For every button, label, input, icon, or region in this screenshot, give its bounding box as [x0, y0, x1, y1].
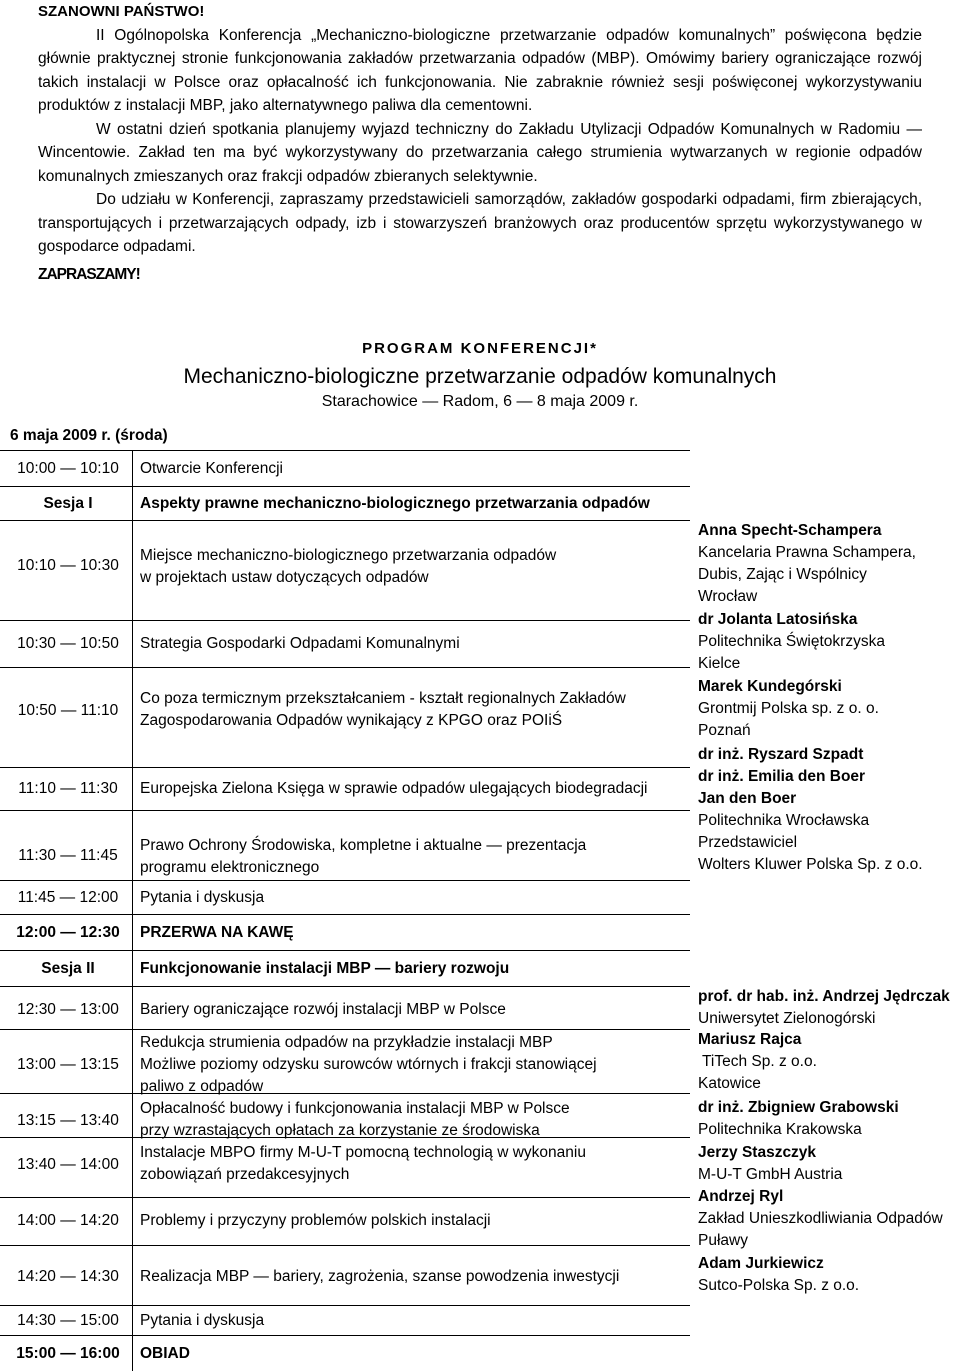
schedule-time: 13:00 — 13:15 [17, 1056, 119, 1073]
speaker-name: prof. dr hab. inż. Andrzej Jędrczak [698, 988, 950, 1005]
speaker-entry [698, 986, 960, 1030]
schedule-row [0, 767, 690, 811]
invite-text: ZAPRASZAMY! [38, 265, 140, 283]
program-label: PROGRAM KONFERENCJI* [362, 340, 598, 357]
schedule-row [0, 880, 690, 915]
schedule-topic: Aspekty prawne mechaniczno-biologicznego przetwarzania odpadów [140, 495, 650, 512]
intro-paragraph-2: W ostatni dzień spotkania planujemy wyjazd techniczny do Zakładu Utylizacji Odpadów Komunalnych w Radomiu — Wincentowie. Zakład ten ma być wykorzystywany do przetwarzania całego strumienia wytwarzanych w regionie odpadów komunalnych zmieszanych oraz frakcji odpadów zbieranych selektywnie. [38, 120, 922, 185]
schedule-row [0, 1093, 690, 1138]
schedule-topic: Co poza termicznym przekształcaniem - kształt regionalnych Zakładów Zagospodarowania Odpadów wynikający z KPGO oraz POIiŚ [140, 690, 626, 729]
speaker-affiliation: Kancelaria Prawna Schampera, Dubis, Zając i Wspólnicy Wrocław [698, 544, 916, 605]
schedule-row [0, 914, 690, 951]
schedule-row [0, 950, 690, 987]
schedule-row [0, 1197, 690, 1246]
speaker-entry [698, 676, 960, 742]
schedule-time: 13:15 — 13:40 [17, 1112, 119, 1129]
schedule-topic: Redukcja strumienia odpadów na przykładzie instalacji MBP Możliwe poziomy odzysku surowców wtórnych i frakcji stanowiącej paliwo z odpadów [140, 1034, 597, 1095]
schedule-time: 11:45 — 12:00 [17, 889, 119, 906]
schedule-topic: Pytania i dyskusja [140, 1312, 265, 1329]
day-heading: 6 maja 2009 r. (środa) [10, 427, 168, 444]
schedule-time: 14:00 — 14:20 [17, 1212, 119, 1229]
schedule-topic: Europejska Zielona Księga w sprawie odpadów ulegających biodegradacji [140, 780, 648, 797]
schedule-time: 10:30 — 10:50 [17, 635, 119, 652]
schedule-topic: Miejsce mechaniczno-biologicznego przetwarzania odpadów w projektach ustaw dotyczących odpadów [140, 547, 557, 586]
intro-section [38, 0, 922, 286]
schedule-topic: Realizacja MBP — bariery, zagrożenia, szanse powodzenia inwestycji [140, 1268, 620, 1285]
schedule-topic: Strategia Gospodarki Odpadami Komunalnymi [140, 635, 460, 652]
schedule-time: 15:00 — 16:00 [16, 1345, 120, 1362]
schedule-time: 11:30 — 11:45 [18, 847, 118, 864]
speaker-entry [698, 1029, 960, 1095]
speaker-name: Mariusz Rajca [698, 1031, 802, 1048]
schedule-time: 11:10 — 11:30 [18, 780, 118, 797]
schedule-row [0, 1245, 690, 1306]
greeting: SZANOWNI PAŃSTWO! [38, 3, 205, 20]
speaker-affiliation: Politechnika Wrocławska [698, 812, 870, 829]
schedule-topic: Opłacalność budowy i funkcjonowania instalacji MBP w Polsce przy wzrastających opłatach za korzystanie ze środowiska [140, 1100, 570, 1139]
program-subtitle: Starachowice — Radom, 6 — 8 maja 2009 r. [321, 393, 639, 410]
schedule-time: 12:00 — 12:30 [16, 924, 120, 941]
speaker-entry [698, 832, 960, 876]
schedule-time: Sesja I [43, 495, 93, 512]
schedule-topic: Prawo Ochrony Środowiska, kompletne i aktualne — prezentacja programu elektronicznego [140, 837, 587, 876]
speaker-affiliation: Zakład Unieszkodliwiania Odpadów Puławy [698, 1210, 943, 1249]
speaker-entry [698, 1142, 960, 1186]
schedule-topic: Pytania i dyskusja [140, 889, 265, 906]
speaker-name: dr inż. Zbigniew Grabowski [698, 1099, 899, 1116]
speaker-entry [698, 1097, 960, 1141]
speaker-affiliation: Grontmij Polska sp. z o. o. Poznań [698, 700, 879, 739]
speaker-affiliation: Sutco-Polska Sp. z o.o. [698, 1277, 860, 1294]
speaker-entry [698, 1253, 960, 1297]
speaker-name: dr Jolanta Latosińska [698, 611, 858, 628]
schedule-row [0, 520, 690, 621]
schedule-time: 14:20 — 14:30 [17, 1268, 119, 1285]
schedule-row [0, 450, 690, 487]
schedule-topic: Funkcjonowanie instalacji MBP — bariery rozwoju [140, 960, 510, 977]
schedule-time: 12:30 — 13:00 [17, 1001, 119, 1018]
speaker-entry [698, 609, 960, 675]
intro-paragraph-3: Do udziału w Konferencji, zapraszamy przedstawicieli samorządów, zakładów gospodarki odpadami, firm zbierających, transportujących i przetwarzających odpady, izb i stowarzyszeń branżowych oraz producentów sprzętu wykorzystywanego w gospodarce odpadami. [38, 191, 922, 255]
schedule-time: Sesja II [41, 960, 95, 977]
schedule-row [0, 486, 690, 521]
speaker-name: Andrzej Ryl [698, 1188, 784, 1205]
schedule-row [0, 1305, 690, 1336]
program-header [0, 340, 960, 411]
schedule-time: 10:00 — 10:10 [17, 460, 119, 477]
speaker-name: Marek Kundegórski [698, 678, 842, 695]
schedule-row [0, 810, 690, 881]
schedule-time: 14:30 — 15:00 [17, 1312, 119, 1329]
speaker-entry [698, 520, 960, 608]
schedule-row [0, 1335, 690, 1372]
speaker-name: Jerzy Staszczyk [698, 1144, 817, 1161]
schedule-row [0, 667, 690, 768]
schedule-topic: OBIAD [140, 1345, 190, 1362]
speaker-name: dr inż. Ryszard Szpadt dr inż. Emilia den Boer Jan den Boer [698, 746, 866, 807]
speaker-affiliation: Politechnika Świętokrzyska Kielce [698, 633, 885, 672]
speaker-affiliation: Politechnika Krakowska [698, 1121, 862, 1138]
schedule-topic: Otwarcie Konferencji [140, 460, 284, 477]
schedule-time: 10:50 — 11:10 [17, 702, 119, 719]
schedule-row [0, 620, 690, 668]
speaker-affiliation: Przedstawiciel Wolters Kluwer Polska Sp. z o.o. [698, 834, 923, 873]
column-divider [132, 450, 133, 1371]
speaker-entry [698, 1186, 960, 1252]
speaker-affiliation: M-U-T GmbH Austria [698, 1166, 843, 1183]
schedule-time: 10:10 — 10:30 [17, 557, 119, 574]
schedule-row [0, 1137, 690, 1198]
program-title: Mechaniczno-biologiczne przetwarzanie odpadów komunalnych [183, 365, 777, 388]
schedule-row [0, 1029, 690, 1094]
schedule-topic: Instalacje MBPO firmy M-U-T pomocną technologią w wykonaniu zobowiązań przedakcesyjnych [140, 1144, 586, 1183]
schedule-row [0, 986, 690, 1030]
speaker-affiliation: Uniwersytet Zielonogórski [698, 1010, 876, 1027]
speaker-name: Anna Specht-Schampera [698, 522, 882, 539]
intro-paragraph-1: II Ogólnopolska Konferencja „Mechaniczno-biologiczne przetwarzanie odpadów komunalnych” poświęcona będzie głównie praktycznej stronie funkcjonowania zakładów przetwarzania odpadów (MBP). Omówimy bariery ograniczające rozwój takich instalacji w Polsce oraz opłacalność ich funkcjonowania. Nie zabraknie również sesji poświęconej wykorzystywaniu produktów z instalacji MBP, jako alternatywnego paliwa dla cementowni. [38, 26, 922, 114]
speaker-name: Adam Jurkiewicz [698, 1255, 824, 1272]
speaker-affiliation: TiTech Sp. z o.o. Katowice [698, 1053, 817, 1092]
schedule-time: 13:40 — 14:00 [17, 1156, 119, 1173]
schedule-topic: PRZERWA NA KAWĘ [140, 924, 294, 941]
speaker-entry [698, 744, 960, 832]
schedule-topic: Bariery ograniczające rozwój instalacji MBP w Polsce [140, 1001, 506, 1018]
schedule-topic: Problemy i przyczyny problemów polskich instalacji [140, 1212, 491, 1229]
